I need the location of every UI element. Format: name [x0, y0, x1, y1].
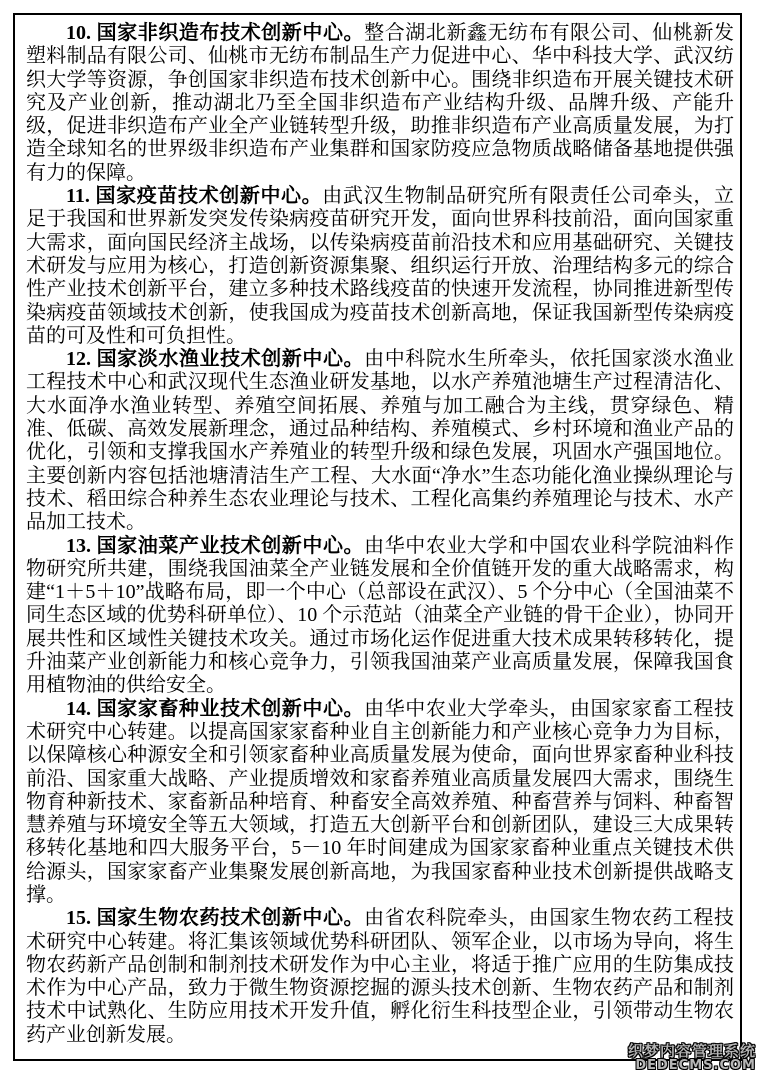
- paragraph-body: 整合湖北新鑫无纺布有限公司、仙桃新发塑料制品有限公司、仙桃市无纺布制品生产力促进中心、华中科技大学、武汉纺织大学等资源，争创国家非织造布技术创新中心。围绕非织造布开展关键技术研究及产业创新，推动湖北乃至全国非织造布产业结构升级、品牌升级、产能升级，促进非织造布产业全产业链转型升级，助推非织造布产业高质量发展，为打造全球知名的世界级非织造布产业集群和国家防疫应急物质战略储备基地提供强有力的保障。: [26, 22, 735, 184]
- paragraph-body: 由武汉生物制品研究所有限责任公司牵头，立足于我国和世界新发突发传染病疫苗研究开发，面向世界科技前沿，面向国家重大需求，面向国民经济主战场，以传染病疫苗前沿技术和应用基础研究、关键技术研发与应用为核心，打造创新资源集聚、组织运行开放、治理结构多元的综合性产业技术创新平台，建立多种技术路线疫苗的快速开发流程，协同推进新型传染病疫苗领域技术创新，使我国成为疫苗技术创新高地，保证我国新型传染病疫苗的可及性和可负担性。: [26, 185, 734, 347]
- paragraph-item-12: [26, 348, 734, 534]
- paragraph-heading: 13. 国家油菜产业技术创新中心。: [66, 534, 365, 557]
- paragraph-body: 由华中农业大学牵头，由国家家畜工程技术研究中心转建。以提高国家家畜种业自主创新能力和产业核心竞争力为目标，以保障核心种源安全和引领家畜种业高质量发展为使命，面向世界家畜种业科技前沿、国家重大战略、产业提质增效和家畜养殖业高质量发展四大需求，围绕生物育种新技术、家畜新品种培育、种畜安全高效养殖、种畜营养与饲料、种畜智慧养殖与环境安全等五大领域，打造五大创新平台和创新团队，建设三大成果转移转化基地和四大服务平台，5－10 年时间建成为国家家畜种业重点关键技术供给源头，国家家畜产业集聚发展创新高地，为我国家畜种业技术创新提供战略支撑。: [26, 697, 735, 906]
- paragraph-body: 由省农科院牵头，由国家生物农药工程技术研究中心转建。将汇集该领域优势科研团队、领军企业，以市场为导向，将生物农药新产品创制和制剂技术研发作为中心主业，将适于推广应用的生防集成技术作为中心产品，致力于微生物资源挖掘的源头技术创新、生物农药产品和制剂技术中试熟化、生防应用技术开发升值，孵化衍生科技型企业，引领带动生物农药产业创新发展。: [26, 907, 735, 1046]
- document-page: [13, 13, 742, 1061]
- paragraph-heading: 14. 国家家畜种业技术创新中心。: [66, 697, 365, 720]
- paragraph-body: 由华中农业大学和中国农业科学院油料作物研究所共建，围绕我国油菜全产业链发展和全价值链开发的重大战略需求，构建“1＋5＋10”战略布局，即一个中心（总部设在武汉）、5 个分中心（全国油菜不同生态区域的优势科研单位）、10 个示范站（油菜全产业链的骨干企业），协同开展共性和区域性关键技术攻关。通过市场化运作促进重大技术成果转移转化，提升油菜产业创新能力和核心竞争力，引领我国油菜产业高质量发展，保障我国食用植物油的供给安全。: [26, 534, 735, 697]
- paragraph-item-11: [26, 185, 734, 348]
- paragraph-heading: 11. 国家疫苗技术创新中心。: [66, 185, 323, 208]
- paragraph-item-15: [26, 907, 734, 1047]
- paragraph-heading: 10. 国家非织造布技术创新中心。: [66, 22, 365, 44]
- paragraph-item-10: [26, 22, 734, 185]
- watermark-text-cn: 织梦内容管理系统: [627, 1042, 756, 1060]
- paragraph-item-14: [26, 698, 734, 908]
- dedecms-watermark: [628, 1044, 756, 1073]
- paragraph-heading: 12. 国家淡水渔业技术创新中心。: [66, 348, 365, 371]
- paragraph-heading: 15. 国家生物农药技术创新中心。: [66, 907, 365, 930]
- paragraph-item-13: [26, 535, 734, 698]
- paragraph-body: 由中科院水生所牵头，依托国家淡水渔业工程技术中心和武汉现代生态渔业研发基地，以水产养殖池塘生产过程清洁化、大水面净水渔业转型、养殖空间拓展、养殖与加工融合为主线，贯穿绿色、精准、低碳、高效发展新理念，通过品种结构、养殖模式、乡村环境和渔业产品的优化，引领和支撑我国水产养殖业的转型升级和绿色发展，巩固水产强国地位。主要创新内容包括池塘清洁生产工程、大水面“净水”生态功能化渔业操纵理论与技术、稻田综合种养生态农业理论与技术、工程化高集约养殖理论与技术、水产品加工技术。: [26, 348, 735, 534]
- watermark-text-domain: DEDECMS.COM: [635, 1058, 756, 1074]
